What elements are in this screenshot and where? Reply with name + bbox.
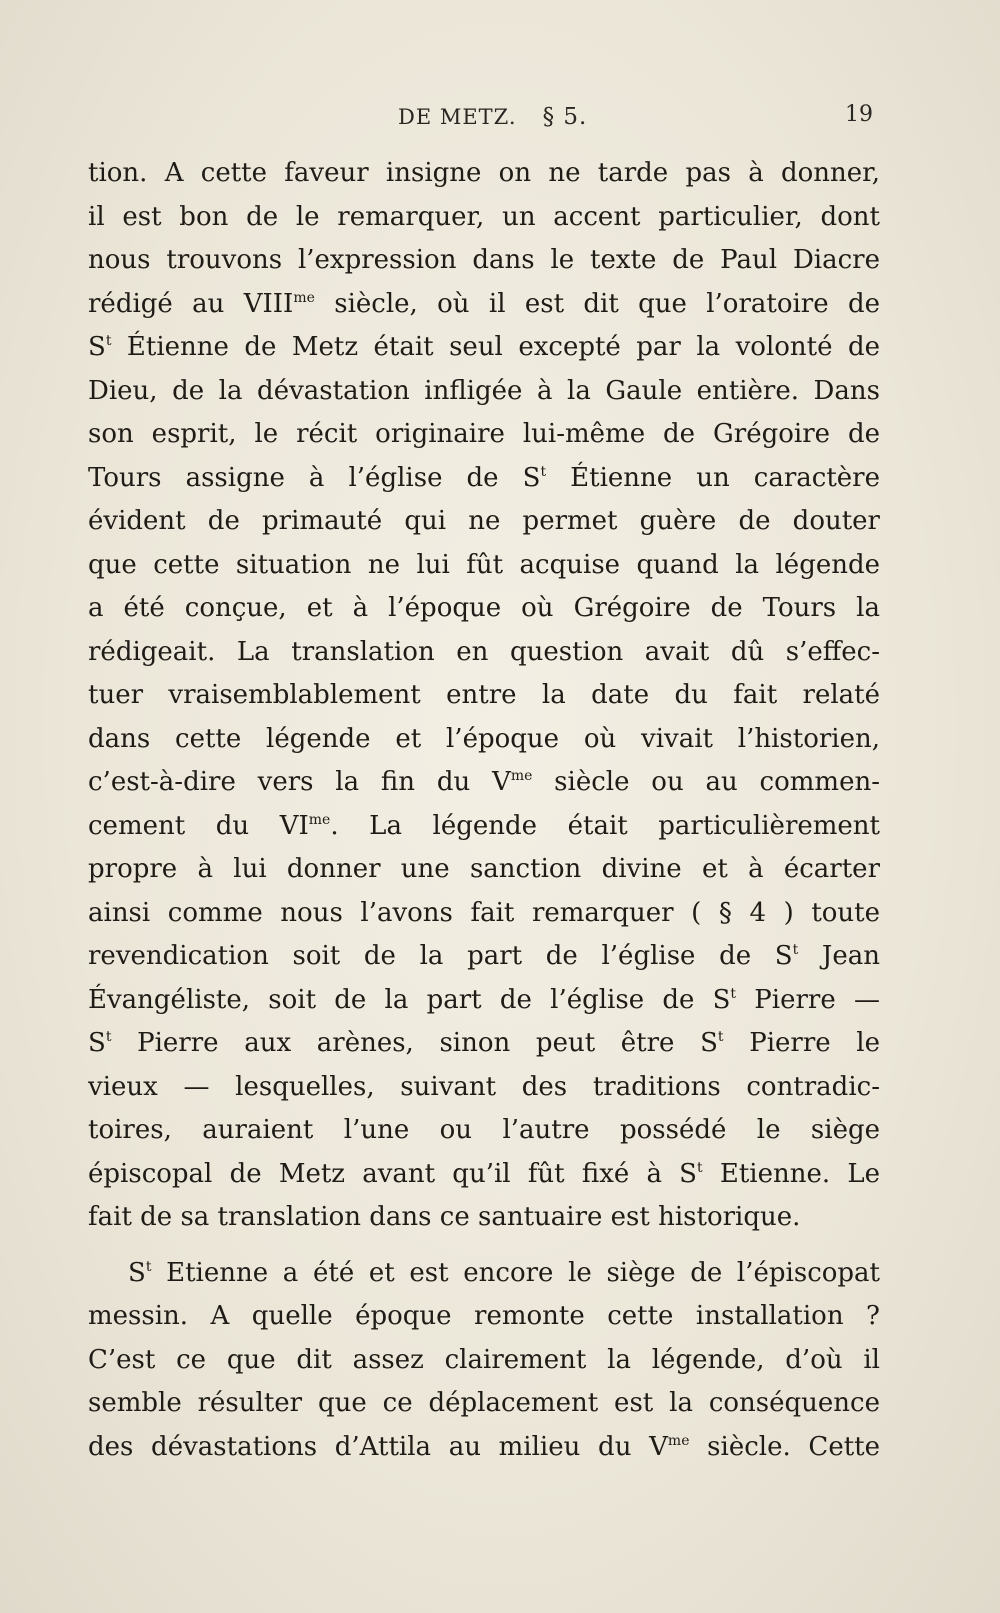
text-line: des dévastations d’Attila au milieu du $V^{me}$ siècle. Cette [88,1431,880,1462]
text-line: évident de primauté qui ne permet guère de douter [88,506,880,536]
text-line: a été conçue, et à l’époque où Grégoire de Tours la [88,593,880,623]
text-line: Tours assigne à l’église de $S^t$ Étienne un caractère [88,462,880,493]
text-line: $S^t$ Pierre aux arènes, sinon peut être $S^t$ Pierre le [88,1028,880,1058]
section-mark: § 5. [542,104,588,130]
text-line: C’est ce que dit assez clairement la légende, d’où il [88,1344,880,1375]
text-line: vieux — lesquelles, suivant des traditions contradic- [88,1071,880,1102]
text-line: tuer vraisemblablement entre la date du fait relaté [88,680,880,710]
text-line: tion. A cette faveur insigne on ne tarde pas à donner, [88,158,880,188]
text-line: cement du $VI^{me}$. La légende était particulièrement [88,810,880,841]
text-line: que cette situation ne lui fût acquise quand la légende [88,549,880,580]
page-number: 19 [845,102,873,127]
paragraph [88,152,880,1240]
body-text [88,152,880,1469]
text-line: rédigeait. La translation en question avait dû s’effec- [88,636,880,667]
text-line: il est bon de le remarquer, un accent particulier, dont [88,201,880,232]
text-line: revendication soit de la part de l’église de $S^t$ Jean [88,941,880,971]
text-line: épiscopal de Metz avant qu’il fût fixé à $S^t$ Etienne. Le [88,1158,880,1189]
text-line: Dieu, de la dévastation infligée à la Gaule entière. Dans [88,375,880,406]
text-line: $S^t$ Étienne de Metz était seul excepté par la volonté de [88,332,880,362]
text-line: messin. A quelle époque remonte cette installation ? [88,1301,880,1331]
text-line: Évangéliste, soit de la part de l’église de $S^t$ Pierre — [88,984,880,1015]
running-head [398,104,587,130]
text-line: $S^t$ Etienne a été et est encore le siège de l’épiscopat [128,1257,880,1288]
paragraph-gap [88,1240,880,1252]
text-line: propre à lui donner une sanction divine et à écarter [88,854,880,884]
text-line: c’est-à-dire vers la fin du $V^{me}$ siècle ou au commen- [88,767,880,797]
text-line: ainsi comme nous l’avons fait remarquer ( § 4 ) toute [88,897,880,928]
running-title: DE METZ. [398,105,517,129]
text-line: son esprit, le récit originaire lui-même de Grégoire de [88,419,880,449]
text-line: rédigé au $VIII^{me}$ siècle, où il est dit que l’oratoire de [88,288,880,319]
text-line: dans cette légende et l’époque où vivait l’historien, [88,723,880,754]
text-line: nous trouvons l’expression dans le texte de Paul Diacre [88,245,880,275]
paragraph [88,1252,880,1470]
text-line: toires, auraient l’une ou l’autre possédé le siège [88,1115,880,1145]
text-line: fait de sa translation dans ce santuaire est historique. [88,1202,801,1232]
text-line: semble résulter que ce déplacement est la conséquence [88,1388,880,1418]
